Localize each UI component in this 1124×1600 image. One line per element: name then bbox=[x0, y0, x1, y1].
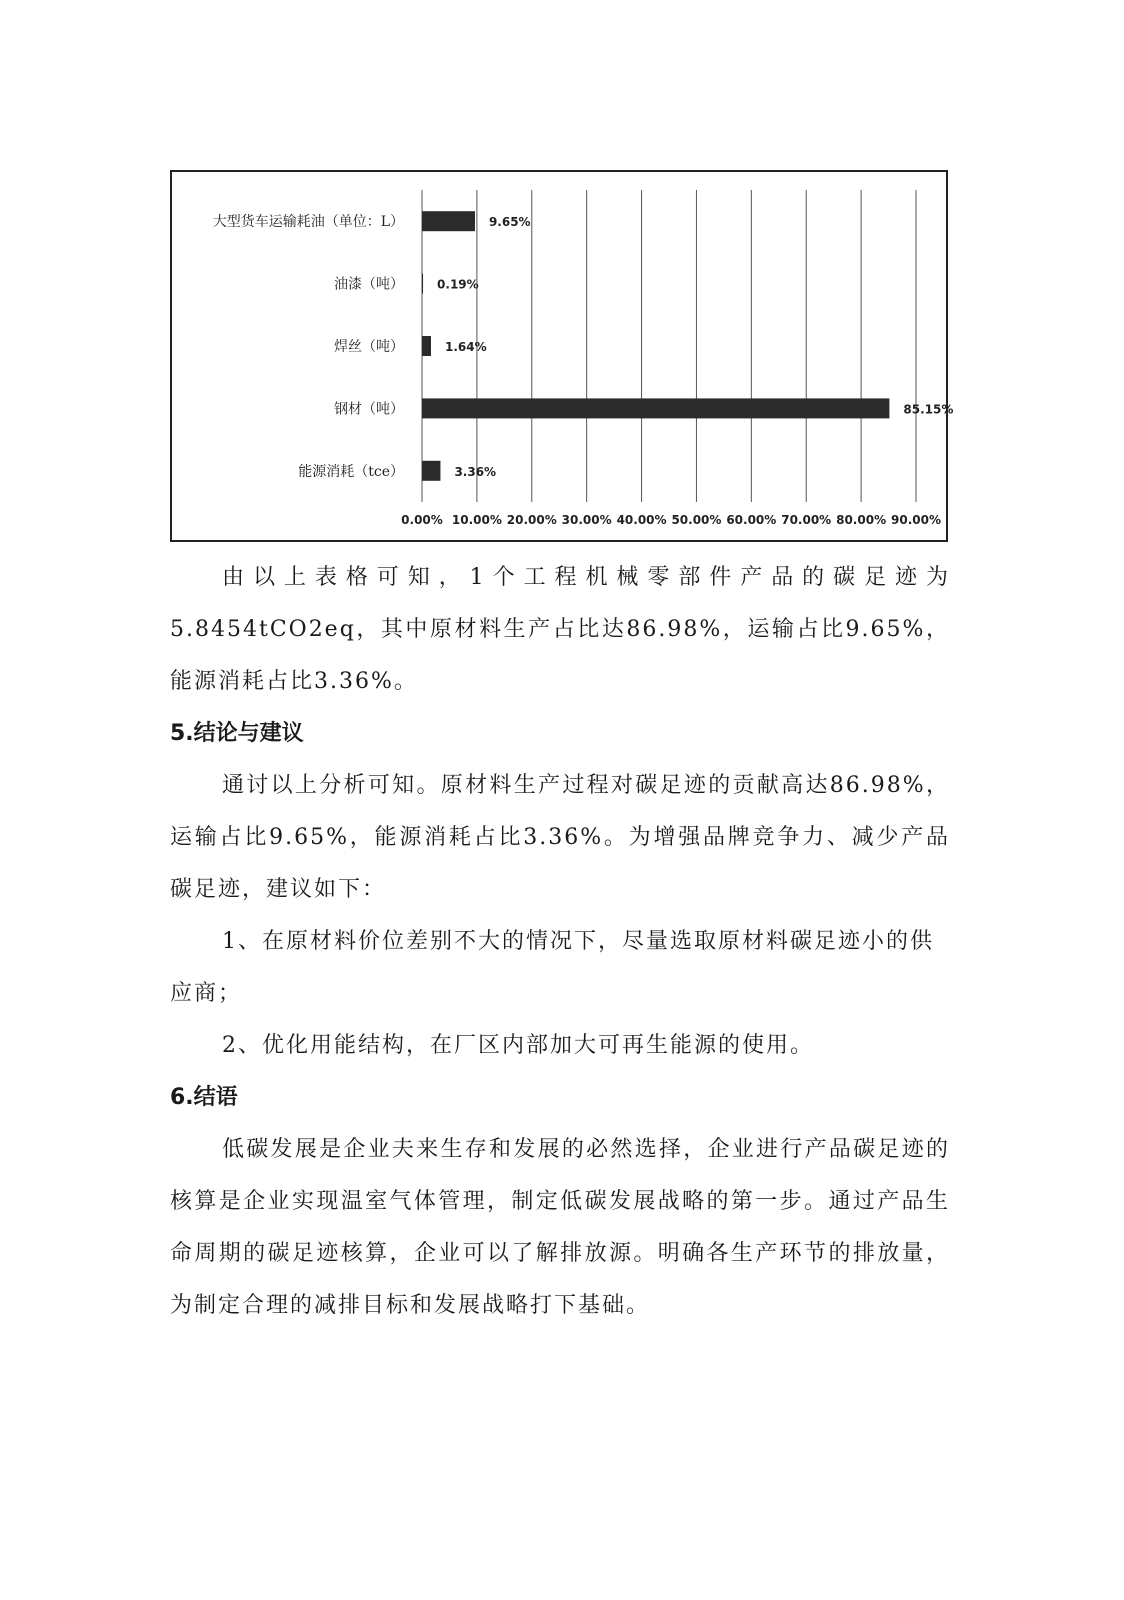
category-label-0: 大型货车运输耗油（单位：L） bbox=[212, 214, 404, 231]
x-tick-label-4: 40.00% bbox=[616, 513, 667, 527]
section-5-paragraph: 通讨以上分析可知。原材料生产过程对碳足迹的贡献高达86.98%，运输占比9.65%，能源消耗占比3.36%。为增强品牌竞争力、减少产品碳足迹，建议如下： bbox=[170, 773, 950, 902]
value-label-2: 1.64% bbox=[445, 340, 487, 354]
category-label-1: 油漆（吨） bbox=[334, 276, 404, 293]
suggestion-item-1: 1、在原材料价位差别不大的情况下，尽量选取原材料碳足迹小的供应商； bbox=[170, 929, 934, 1006]
bar-chart bbox=[172, 172, 954, 540]
bar-4 bbox=[422, 461, 440, 481]
value-label-4: 3.36% bbox=[454, 464, 497, 479]
section-6-heading: 6.结语 bbox=[170, 1085, 238, 1110]
x-tick-label-8: 80.00% bbox=[836, 513, 887, 527]
x-tick-label-9: 90.00% bbox=[891, 513, 941, 527]
value-label-0: 9.65% bbox=[488, 215, 531, 230]
value-label-3: 85.15% bbox=[903, 402, 954, 417]
suggestion-item-2: 2、优化用能结构，在厂区内部加大可再生能源的使用。 bbox=[222, 1033, 814, 1058]
category-label-4: 能源消耗（tce） bbox=[298, 463, 404, 480]
x-tick-label-3: 30.00% bbox=[561, 513, 612, 527]
x-tick-label-2: 20.00% bbox=[506, 513, 557, 527]
value-label-1: 0.19% bbox=[437, 277, 479, 292]
x-tick-label-1: 10.00% bbox=[451, 513, 502, 527]
body-text bbox=[170, 552, 950, 1332]
x-tick-label-7: 70.00% bbox=[781, 513, 832, 527]
bar-chart-frame bbox=[170, 170, 954, 542]
x-tick-label-5: 50.00% bbox=[671, 513, 722, 527]
bar-2 bbox=[422, 336, 431, 356]
x-tick-label-0: 0.00% bbox=[401, 513, 443, 527]
section-6-paragraph: 低碳发展是企业夫来生存和发展的必然选择，企业进行产品碳足迹的核算是企业实现温室气体管理，制定低碳发展战略的第一步。通过产品生命周期的碳足迹核算，企业可以了解排放源。明确各生产环节的排放量，为制定合理的减排目标和发展战略打下基础。 bbox=[170, 1137, 950, 1318]
summary-paragraph: 由以上表格可知，1个工程机械零部件产品的碳足迹为5.8454tCO2eq，其中原材料生产占比达86.98%，运输占比9.65%，能源消耗占比3.36%。 bbox=[170, 565, 950, 694]
category-label-3: 钢材（吨） bbox=[334, 401, 404, 418]
category-label-2: 焊丝（吨） bbox=[334, 339, 404, 355]
section-5-heading: 5.结论与建议 bbox=[170, 721, 304, 746]
bar-0 bbox=[422, 211, 475, 231]
bar-1 bbox=[422, 274, 423, 294]
bar-3 bbox=[422, 398, 889, 418]
x-tick-label-6: 60.00% bbox=[726, 513, 777, 527]
